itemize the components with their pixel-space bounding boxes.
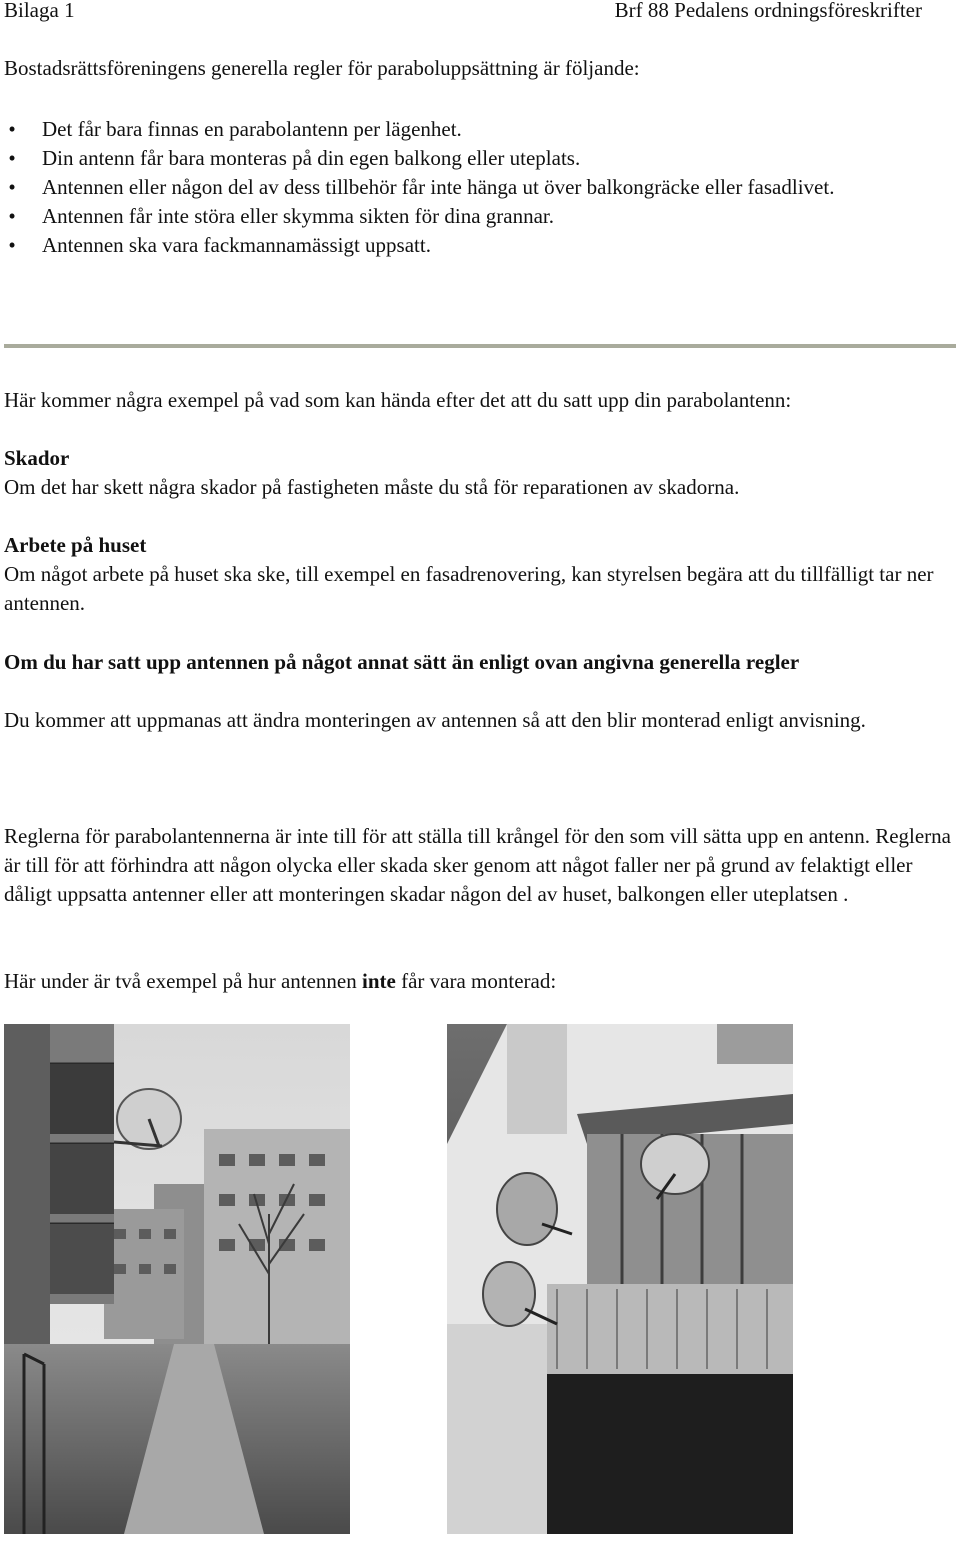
violation-text: Du kommer att uppmanas att ändra monteringen av antennen så att den blir monterad enligt anvisning.: [4, 708, 866, 732]
bullet-icon: •: [8, 175, 16, 199]
rule-text: Din antenn får bara monteras på din egen balkong eller uteplats.: [42, 146, 581, 170]
damage-section: [4, 444, 956, 502]
work-heading: Arbete på huset: [4, 533, 147, 557]
example-photo-courtyard: [4, 1024, 350, 1534]
appendix-label: Bilaga 1: [4, 0, 75, 22]
rule-item: [0, 115, 930, 144]
rule-text: Det får bara finnas en parabolantenn per lägenhet.: [42, 117, 462, 141]
rules-intro: Bostadsrättsföreningens generella regler för paraboluppsättning är följande:: [4, 56, 640, 80]
bullet-icon: •: [8, 117, 16, 141]
rule-text: Antennen får inte störa eller skymma sikten för dina grannar.: [42, 204, 554, 228]
example-photo-facade: [447, 1024, 793, 1534]
closing-emphasis: inte: [362, 969, 396, 993]
facade-photo-illustration: [447, 1024, 793, 1534]
rule-text: Antennen eller någon del av dess tillbehör får inte hänga ut över balkongräcke eller fasadlivet.: [42, 175, 835, 199]
rule-item: [0, 144, 930, 173]
bullet-icon: •: [8, 146, 16, 170]
bullet-icon: •: [8, 204, 16, 228]
closing-paragraph: [4, 967, 956, 996]
document-title: Brf 88 Pedalens ordningsföreskrifter: [614, 0, 922, 22]
work-section: [4, 531, 956, 618]
rule-item: [0, 173, 930, 202]
section-divider: [4, 344, 956, 348]
damage-text: Om det har skett några skador på fastigheten måste du stå för reparationen av skadorna.: [4, 475, 740, 499]
rule-item: [0, 231, 930, 260]
violation-heading: Om du har satt upp antennen på något annat sätt än enligt ovan angivna generella regler: [4, 650, 800, 674]
purpose-paragraph: Reglerna för parabolantennerna är inte till för att ställa till krångel för den som vill sätta upp en antenn. Reglerna är till för att förhindra att någon olycka eller skada sker genom att något faller ner på grund av felaktigt eller dåligt uppsatta antenner eller att monteringen skadar någon del av huset, balkongen eller uteplatsen .: [4, 824, 951, 906]
work-text: Om något arbete på huset ska ske, till exempel en fasadrenovering, kan styrelsen begära att du tillfälligt tar ner antennen.: [4, 562, 934, 615]
damage-heading: Skador: [4, 446, 70, 470]
courtyard-photo-illustration: [4, 1024, 350, 1534]
bullet-icon: •: [8, 233, 16, 257]
rules-list: [0, 115, 930, 260]
rule-item: [0, 202, 930, 231]
rule-text: Antennen ska vara fackmannamässigt uppsatt.: [42, 233, 431, 257]
examples-intro: Här kommer några exempel på vad som kan hända efter det att du satt upp din parabolantenn:: [4, 388, 792, 412]
closing-after: får vara monterad:: [395, 969, 557, 993]
violation-section: [4, 648, 956, 735]
closing-before: Här under är två exempel på hur antennen: [4, 969, 363, 993]
